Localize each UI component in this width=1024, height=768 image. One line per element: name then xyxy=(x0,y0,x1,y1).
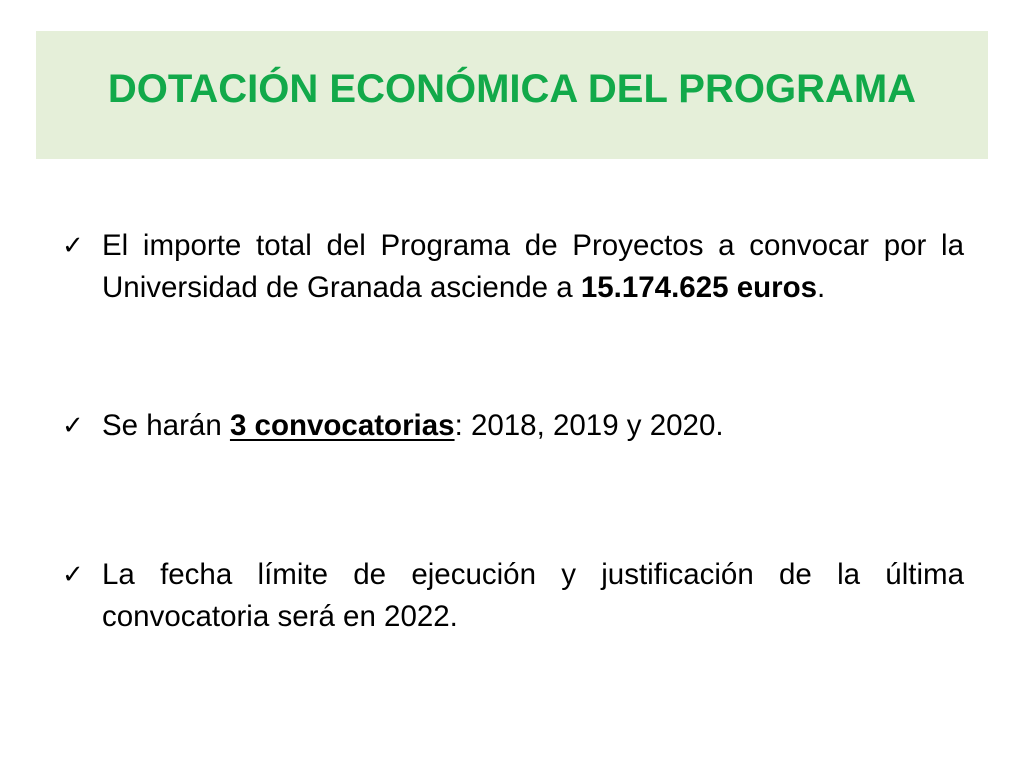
budget-amount: 15.174.625 euros xyxy=(580,271,818,304)
bullet-text xyxy=(102,405,964,447)
bullet-text-plain: : 2018, 2019 y 2020. xyxy=(454,409,724,442)
bullet-item-deadline xyxy=(62,554,964,638)
bullet-item-calls xyxy=(62,405,964,447)
bullet-item-budget xyxy=(62,225,964,309)
check-icon: ✓ xyxy=(62,411,84,441)
bullet-text: La fecha límite de ejecución y justificación de la última convocatoria será en 2022. xyxy=(102,558,964,633)
bullet-text-plain: El importe total del Programa de Proyectos a convocar por la Universidad de Granada asciende a xyxy=(102,229,964,304)
slide-title: DOTACIÓN ECONÓMICA DEL PROGRAMA xyxy=(107,67,917,111)
check-icon: ✓ xyxy=(62,560,84,590)
calls-count: 3 convocatorias xyxy=(229,409,455,442)
check-icon: ✓ xyxy=(62,231,84,261)
bullet-text-plain: Se harán xyxy=(102,409,230,442)
bullet-text-plain: . xyxy=(817,271,826,304)
bullet-text xyxy=(102,225,964,309)
